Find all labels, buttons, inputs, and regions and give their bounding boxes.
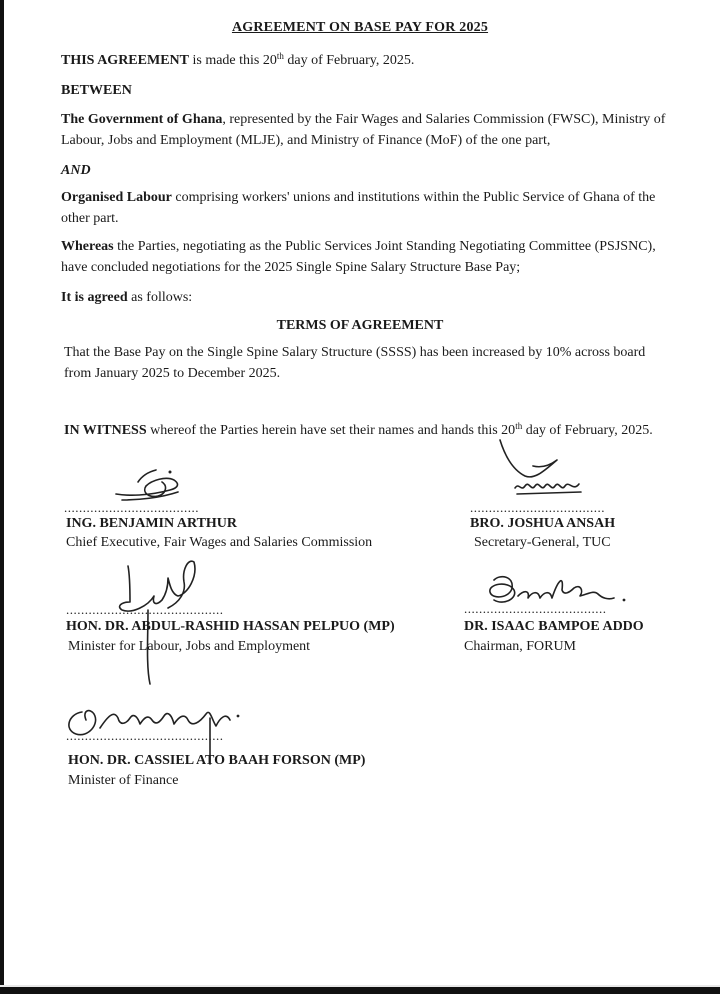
signatory-title-2: Secretary-General, TUC — [474, 535, 611, 550]
terms-paragraph: That the Base Pay on the Single Spine Salary Structure (SSSS) has been increased by 10% across board from January 2025 to December 2025. — [64, 345, 646, 381]
whereas-paragraph — [61, 236, 666, 278]
signatory-title-1: Chief Executive, Fair Wages and Salaries Commission — [66, 535, 373, 550]
agreed-text: as follows: — [127, 290, 193, 305]
party-two-lead: Organised Labour — [61, 190, 172, 205]
signatory-name-3: HON. DR. ABDUL-RASHID HASSAN PELPUO (MP) — [66, 619, 395, 634]
signature-line-4: ...................................... — [464, 601, 607, 616]
intro-line — [61, 50, 414, 71]
party-one-text: , represented by the Fair Wages and Salaries Commission (FWSC), Ministry of Labour, Jobs and Employment (MLJE), and Ministry of Finance (MoF) of the one part, — [61, 112, 666, 148]
signatory-name-2: BRO. JOSHUA ANSAH — [470, 516, 616, 531]
document-title: AGREEMENT ON BASE PAY FOR 2025 — [231, 20, 489, 35]
intro-lead: THIS AGREEMENT — [61, 53, 189, 68]
scan-edge-left — [0, 0, 4, 994]
intro-text-end: day of February, 2025. — [283, 53, 415, 68]
signatory-title-5: Minister of Finance — [68, 773, 179, 788]
signature-line-5: .......................................... — [66, 728, 224, 743]
party-two-text: comprising workers' unions and institutions within the Public Service of Ghana of the other part. — [61, 190, 656, 226]
party-two-paragraph — [61, 187, 661, 229]
signature-ansah — [495, 436, 595, 506]
witness-text: whereof the Parties herein have set their names and hands this 20 — [146, 423, 516, 438]
signatory-name-1: ING. BENJAMIN ARTHUR — [66, 516, 238, 531]
witness-text-end: day of February, 2025. — [522, 423, 653, 438]
and-label: AND — [61, 163, 91, 178]
party-one-paragraph — [61, 109, 666, 151]
whereas-text: the Parties, negotiating as the Public Services Joint Standing Negotiating Committee (PSJSNC), have concluded negotiations for the 2025 Single Spine Salary Structure Base Pay; — [61, 239, 656, 275]
witness-ordinal: th — [515, 421, 523, 431]
witness-lead: IN WITNESS — [64, 423, 147, 438]
signature-line-2: .................................... — [470, 500, 605, 515]
signatory-name-5: HON. DR. CASSIEL ATO BAAH FORSON (MP) — [68, 753, 366, 768]
terms-heading — [0, 315, 720, 336]
scan-edge-bottom — [0, 987, 720, 994]
whereas-lead: Whereas — [61, 239, 114, 254]
party-one-lead: The Government of Ghana — [61, 112, 223, 127]
terms-heading-text: TERMS OF AGREEMENT — [276, 318, 444, 333]
signatory-title-3: Minister for Labour, Jobs and Employment — [68, 639, 311, 654]
signatory-title-4: Chairman, FORUM — [464, 639, 576, 654]
between-heading — [61, 80, 132, 101]
between-label: BETWEEN — [61, 83, 132, 98]
signature-line-3: .......................................... — [66, 602, 224, 617]
agreed-lead: It is agreed — [61, 290, 128, 305]
and-heading — [61, 160, 91, 181]
signatory-name-4: DR. ISAAC BAMPOE ADDO — [464, 619, 644, 634]
signature-line-1: .................................... — [64, 500, 199, 515]
intro-ordinal: th — [276, 51, 284, 61]
intro-text: is made this 20 — [188, 53, 277, 68]
agreed-line — [61, 287, 192, 308]
